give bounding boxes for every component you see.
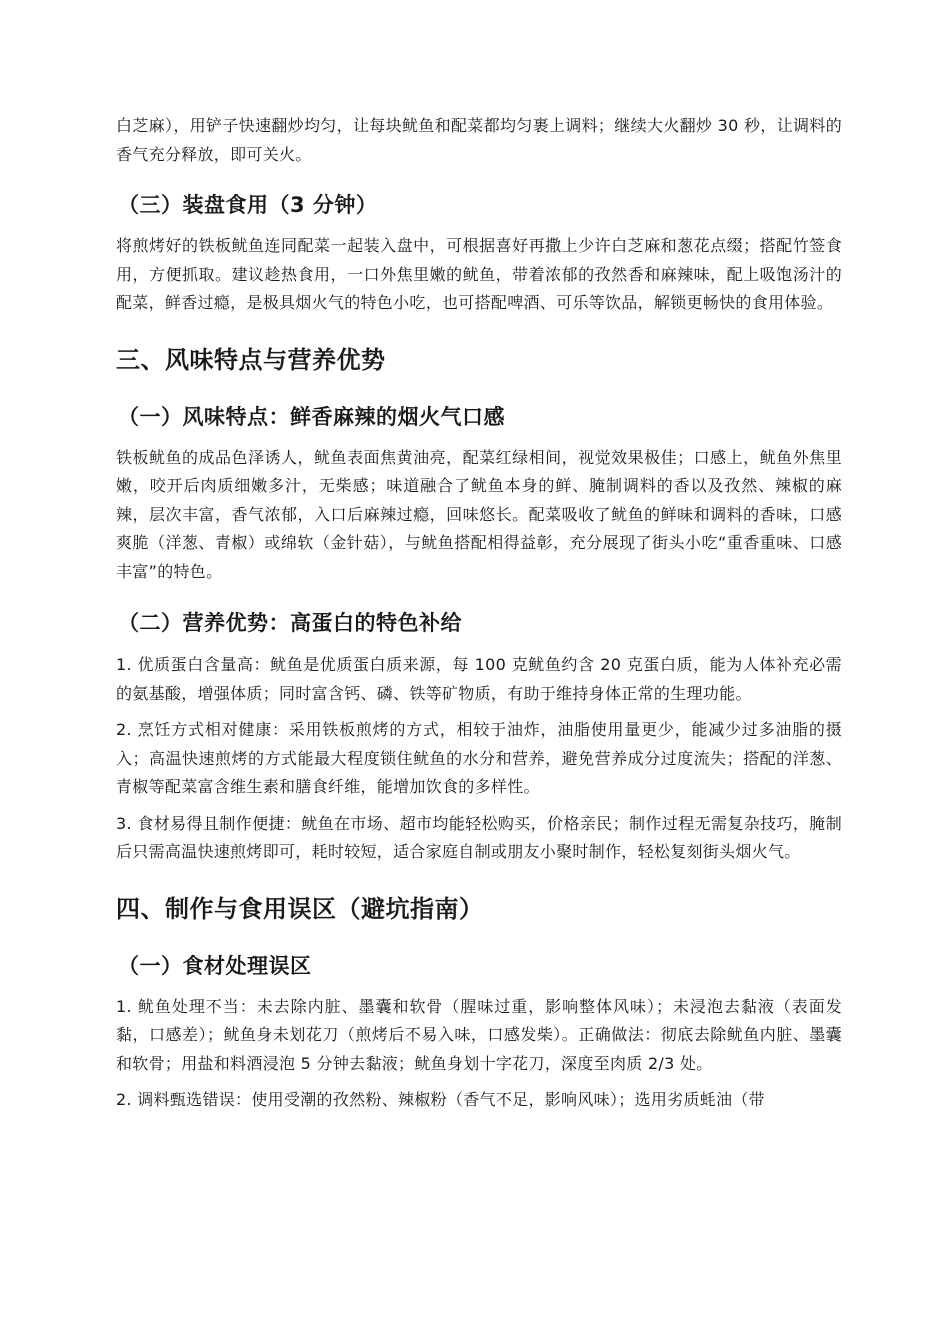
- flavor-heading: （一）风味特点：鲜香麻辣的烟火气口感: [118, 404, 505, 429]
- step3-paragraph: 将煎烤好的铁板鱿鱼连同配菜一起装入盘中，可根据喜好再撒上少许白芝麻和葱花点缀；搭配竹签食用，方便抓取。建议趁热食用，一口外焦里嫩的鱿鱼，带着浓郁的孜然香和麻辣味，配上吸饱汤汁的配菜，鲜香过瘾，是极具烟火气的特色小吃，也可搭配啤酒、可乐等饮品，解锁更畅快的食用体验。: [116, 236, 842, 312]
- nutrition-heading: （二）营养优势：高蛋白的特色补给: [118, 611, 462, 635]
- nutrition-item-2: 2. 烹饪方式相对健康：采用铁板煎烤的方式，相较于油炸，油脂使用量更少，能减少过多油脂的摄入；高温快速煎烤的方式能最大程度锁住鱿鱼的水分和营养，避免营养成分过度流失；搭配的洋葱、青椒等配菜富含维生素和膳食纤维，能增加饮食的多样性。: [116, 720, 842, 796]
- section4-heading: 四、制作与食用误区（避坑指南）: [116, 894, 484, 923]
- ingredients-item-2: 2. 调料甄选错误：使用受潮的孜然粉、辣椒粉（香气不足，影响风味）；选用劣质蚝油（带: [116, 1090, 765, 1109]
- document-page: [116, 112, 842, 1115]
- step3-heading: （三）装盘食用（3 分钟）: [118, 193, 378, 217]
- nutrition-item-1: 1. 优质蛋白含量高：鱿鱼是优质蛋白质来源，每 100 克鱿鱼约含 20 克蛋白质，能为人体补充必需的氨基酸，增强体质；同时富含钙、磷、铁等矿物质，有助于维持身体正常的生理功能。: [116, 655, 842, 703]
- flavor-paragraph: 铁板鱿鱼的成品色泽诱人，鱿鱼表面焦黄油亮，配菜红绿相间，视觉效果极佳；口感上，鱿鱼外焦里嫩，咬开后肉质细嫩多汁，无柴感；味道融合了鱿鱼本身的鲜、腌制调料的香以及孜然、辣椒的麻辣，层次丰富，香气浓郁，入口后麻辣过瘾，回味悠长。配菜吸收了鱿鱼的鲜味和调料的香味，口感爽脆（洋葱、青椒）或绵软（金针菇），与鱿鱼搭配相得益彰，充分展现了街头小吃“重香重味、口感丰富”的特色。: [116, 447, 842, 581]
- section3-heading: 三、风味特点与营养优势: [116, 345, 386, 374]
- ingredients-item-1: 1. 鱿鱼处理不当：未去除内脏、墨囊和软骨（腥味过重，影响整体风味）；未浸泡去黏液（表面发黏，口感差）；鱿鱼身未划花刀（煎烤后不易入味，口感发柴）。正确做法：彻底去除鱿鱼内脏、墨囊和软骨；用盐和料酒浸泡 5 分钟去黏液；鱿鱼身划十字花刀，深度至肉质 2/3 处。: [116, 996, 842, 1073]
- intro-paragraph: 白芝麻），用铲子快速翻炒均匀，让每块鱿鱼和配菜都均匀裹上调料；继续大火翻炒 30 秒，让调料的香气充分释放，即可关火。: [116, 116, 842, 164]
- ingredients-heading: （一）食材处理误区: [118, 953, 312, 978]
- nutrition-item-3: 3. 食材易得且制作便捷：鱿鱼在市场、超市均能轻松购买，价格亲民；制作过程无需复杂技巧，腌制后只需高温快速煎烤即可，耗时较短，适合家庭自制或朋友小聚时制作，轻松复刻街头烟火气。: [116, 813, 842, 861]
